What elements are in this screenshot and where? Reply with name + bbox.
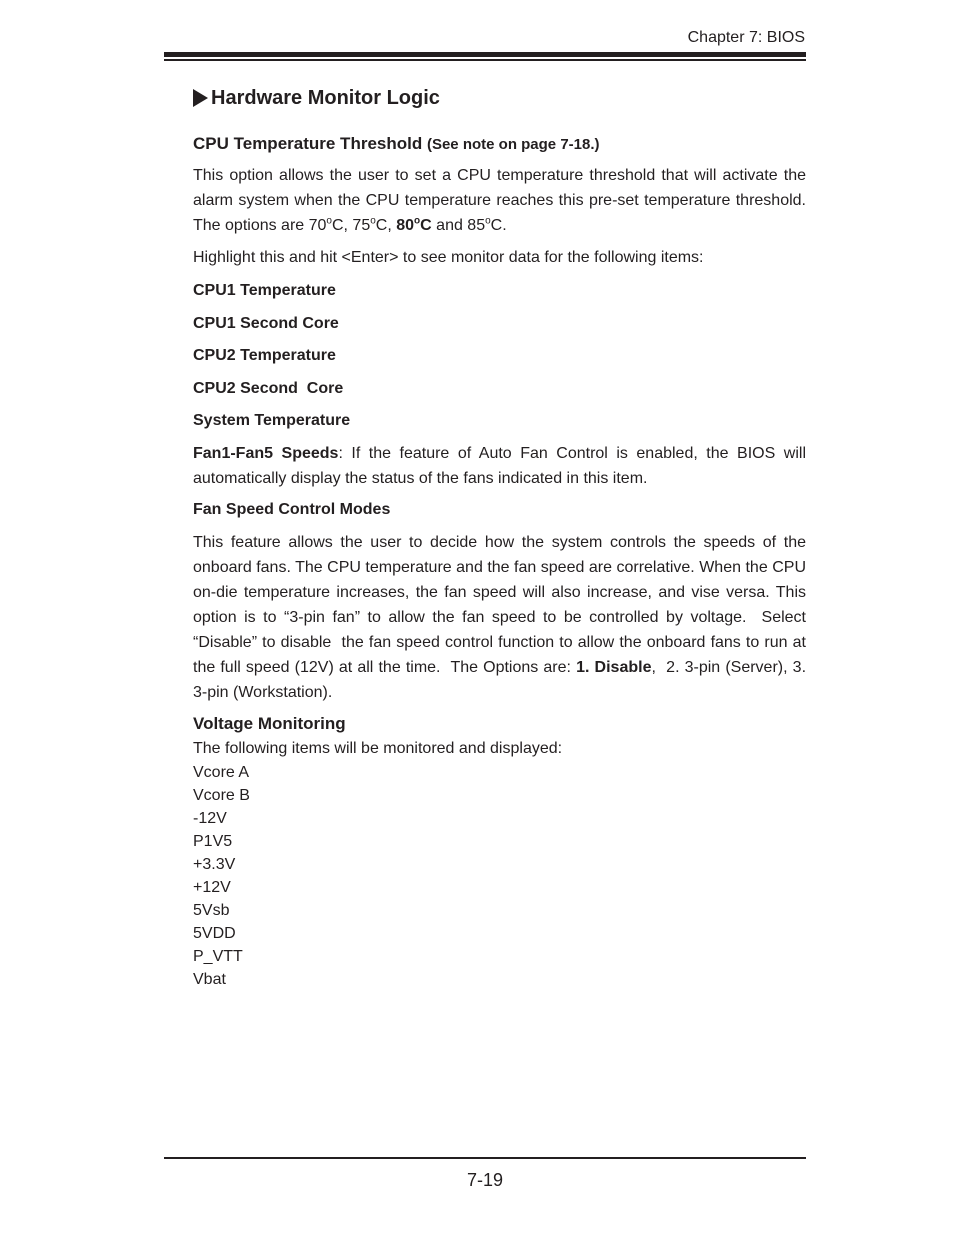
degree-mark: o (485, 215, 491, 227)
voltage-list (193, 761, 806, 991)
cpu-threshold-heading-text: CPU Temperature Threshold (193, 134, 423, 153)
section-title (193, 84, 806, 112)
highlight-instruction: Highlight this and hit <Enter> to see monitor data for the following items: (193, 249, 704, 266)
header-rule-thick (164, 52, 806, 57)
monitor-item-system-temp: System Temperature (193, 412, 351, 429)
monitor-item-cpu2-second-core: CPU2 Second Core (193, 379, 344, 397)
fan-speeds-label: Fan1-Fan5 Speeds (193, 444, 339, 462)
monitor-item-cpu1-temp: CPU1 Temperature (193, 282, 336, 299)
voltage-item: 5VDD (193, 924, 236, 942)
desc-sep2: C, (375, 217, 397, 234)
voltage-item: +12V (193, 878, 231, 896)
desc-sep1: C, 75 (331, 217, 371, 234)
voltage-item: P1V5 (193, 832, 233, 850)
triangle-right-icon (193, 89, 208, 107)
monitor-item-cpu1-second-core: CPU1 Second Core (193, 314, 339, 332)
voltage-intro: The following items will be monitored and displayed: (193, 739, 563, 757)
fan-control-paragraph (193, 530, 811, 705)
page-number: 7-19 (466, 1170, 504, 1190)
voltage-monitoring-heading: Voltage Monitoring (193, 713, 346, 733)
monitor-item-cpu2-temp: CPU2 Temperature (193, 347, 336, 364)
degree-mark: o (414, 215, 421, 227)
voltage-item: -12V (193, 809, 227, 827)
fan-speeds-paragraph (193, 441, 806, 491)
desc-and-85: and 85 (431, 217, 486, 234)
voltage-item: 5Vsb (193, 901, 230, 919)
cpu-threshold-heading (193, 132, 806, 157)
header-rule-thin (164, 59, 806, 61)
section-title-text: Hardware Monitor Logic (211, 87, 440, 109)
default-option-80: 80$^o$C (396, 215, 432, 234)
voltage-item: Vcore B (193, 786, 250, 804)
cpu-threshold-description (193, 163, 806, 238)
voltage-item: Vbat (193, 970, 226, 988)
voltage-item: Vcore A (193, 763, 250, 781)
degree-mark: o (370, 215, 376, 227)
fan-control-text: This feature allows the user to decide how the system controls the speeds of the onboard fans. The CPU temperature and the fan speed are correlative. When the CPU on-die temperature increases, the fan speed will also increase, and vise versa. This option is to “3-pin fan” to allow the fan speed to be controlled by voltage. Select “Disable” to disable the fan speed control function to allow the onboard fans to run at the full speed (12V) at all the time. The Options are: (193, 533, 811, 676)
fan-speeds-text: : If the feature of Auto Fan Control is enabled, the BIOS will automatically display the status of the fans indicated in this item. (193, 444, 806, 487)
voltage-item: P_VTT (193, 947, 243, 965)
fan-control-rest: , 2. 3-pin (Server), 3. 3-pin (Workstation). (193, 658, 811, 701)
degree-mark: o (326, 215, 332, 227)
page-content (193, 84, 811, 991)
footer-rule (164, 1157, 806, 1159)
fan-control-title: Fan Speed Control Modes (193, 500, 391, 518)
fan-control-default-option: 1. Disable (576, 658, 652, 676)
chapter-header: Chapter 7: BIOS (687, 29, 805, 46)
desc-part1: This option allows the user to set a CPU temperature threshold that will activate the alarm system when the CPU temperature reaches this pre-set temperature threshold. The options are 70 (193, 167, 806, 234)
cpu-threshold-note: (See note on page 7-18.) (426, 136, 600, 153)
desc-end: C. (490, 217, 507, 234)
voltage-item: +3.3V (193, 855, 236, 873)
